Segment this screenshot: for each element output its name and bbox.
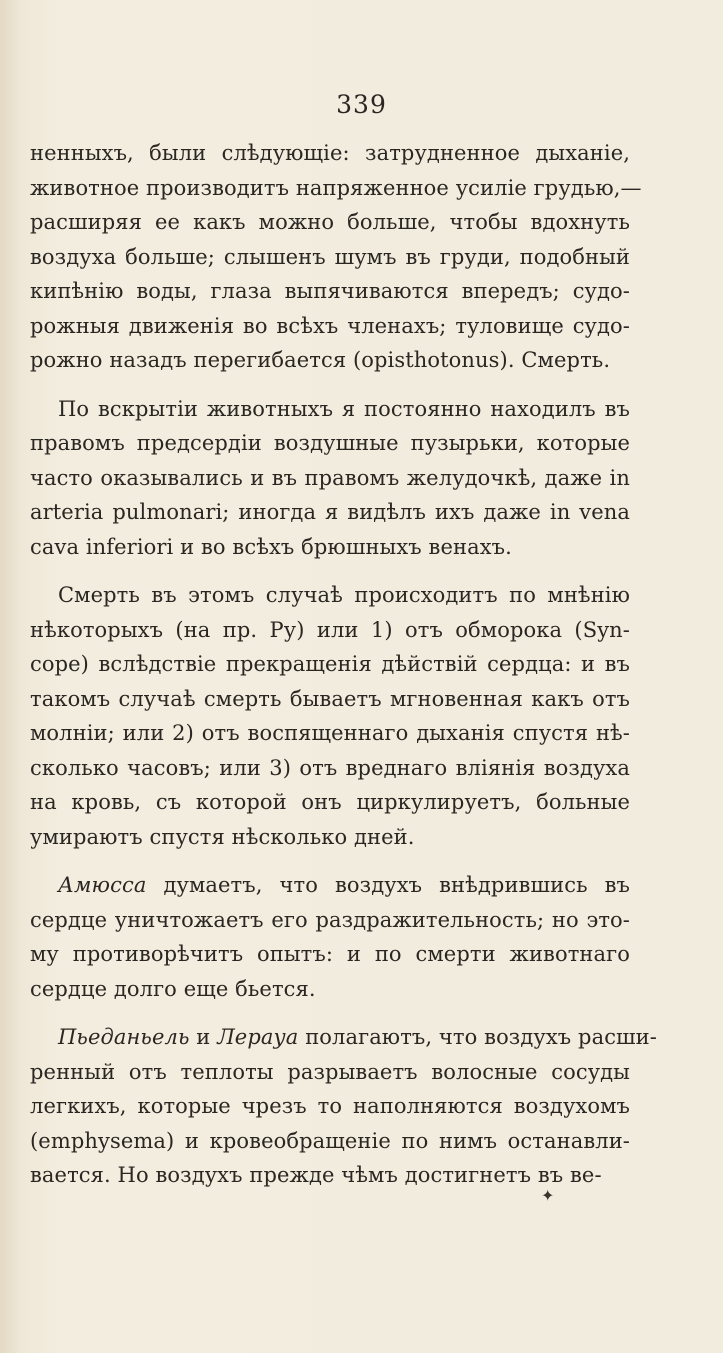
line-text: думаетъ, что воздухъ внѣдрившись въ — [163, 873, 630, 897]
text-line: животное производитъ напряженное усиліе грудью,— — [30, 175, 642, 200]
text-line: рожныя движенія во всѣхъ членахъ; туловище судо- — [30, 313, 630, 338]
text-line: молніи; или 2) отъ воспященнаго дыханія спустя нѣ- — [30, 721, 630, 745]
person-name: Пьеданьель — [58, 1025, 190, 1049]
paragraph — [30, 578, 630, 854]
text-line: легкихъ, которые чрезъ то наполняются воздухомъ — [30, 1094, 630, 1118]
text-line: сердце долго еще бьется. — [30, 976, 316, 1001]
person-name: Амюсса — [58, 873, 147, 897]
text-line: такомъ случаѣ смерть бываетъ мгновенная какъ отъ — [30, 686, 630, 711]
text-line: воздуха больше; слышенъ шумъ въ груди, подобный — [30, 244, 630, 269]
text-line: на кровь, съ которой онъ циркулируетъ, больные — [30, 790, 630, 814]
paragraph-gap — [30, 378, 630, 392]
text-line: умираютъ спустя нѣсколько дней. — [30, 824, 415, 849]
text-line: arteria pulmonari; иногда я видѣлъ ихъ даже in vena — [30, 500, 630, 524]
text-line: ренный отъ теплоты разрываетъ волосные сосуды — [30, 1059, 630, 1084]
text-line: кипѣнію воды, глаза выпячиваются впередъ; судо- — [30, 279, 630, 303]
text-line: сколько часовъ; или 3) отъ вреднаго вліянія воздуха — [30, 755, 630, 780]
text-line: му противорѣчитъ опытъ: и по смерти животнаго — [30, 942, 630, 966]
text-line: расширяя ее какъ можно больше, чтобы вдохнуть — [30, 210, 630, 234]
paragraph — [30, 868, 630, 1006]
paragraph-gap — [30, 854, 630, 868]
paragraph — [30, 136, 642, 378]
text-line: (emphysema) и кровеобращеніе по нимъ останавли- — [30, 1128, 630, 1153]
body-text — [30, 136, 657, 1193]
text-line: ненныхъ, были слѣдующіе: затрудненное дыханіе, — [30, 141, 630, 165]
text-line: По вскрытіи животныхъ я постоянно находилъ въ — [58, 396, 630, 421]
line-text: и — [196, 1025, 211, 1049]
page-number: 339 — [336, 90, 387, 119]
paragraph — [30, 1020, 657, 1193]
text-line: Смерть въ этомъ случаѣ происходитъ по мнѣнію — [58, 583, 630, 607]
person-name: Лерауа — [217, 1025, 299, 1049]
paragraph-gap — [30, 1006, 630, 1020]
text-line: cava inferiori и во всѣхъ брюшныхъ венахъ. — [30, 534, 512, 559]
text-line: правомъ предсердіи воздушные пузырьки, которые — [30, 431, 630, 455]
text-line: часто оказывались и въ правомъ желудочкѣ, даже in — [30, 465, 630, 490]
text-line: сердце уничтожаетъ его раздражительность; но это- — [30, 907, 630, 932]
text-line: cope) вслѣдствіе прекращенія дѣйствій сердца: и въ — [30, 652, 630, 676]
text-line: нѣкоторыхъ (на пр. Ру) или 1) отъ обморока (Syn- — [30, 617, 630, 642]
text-line — [30, 868, 630, 903]
line-text: полагаютъ, что воздухъ расши- — [305, 1025, 657, 1049]
print-mark-icon: ✦ — [541, 1186, 555, 1205]
text-line: рожно назадъ перегибается (opisthotonus). Смерть. — [30, 348, 611, 372]
text-line — [30, 1020, 657, 1055]
text-line: вается. Но воздухъ прежде чѣмъ достигнетъ въ ве- — [30, 1163, 602, 1187]
paragraph — [30, 392, 630, 565]
paragraph-gap — [30, 564, 630, 578]
